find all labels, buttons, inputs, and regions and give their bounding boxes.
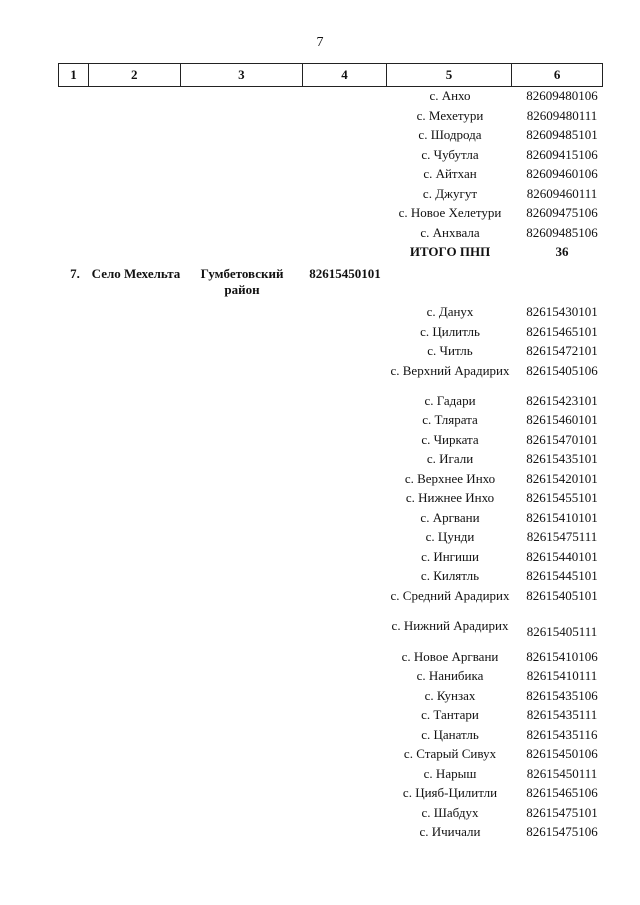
settlement-code: 82615472101 [526,343,598,358]
settlement-code: 82615475101 [526,804,598,820]
settlement-code: 82609480106 [526,88,598,103]
settlement-name: с. Верхнее Инхо [404,470,496,486]
settlement-name: с. Верхний Арадирих [390,362,510,378]
table-row [0,148,640,168]
settlement-name: с. Чубутла [421,146,479,162]
total-label: ИТОГО ПНП [409,244,491,259]
settlement-name: с. Аргвани [420,509,480,525]
settlement-name: с. Цияб-Цилитли [402,785,498,800]
settlement-code: 82609480111 [526,107,598,123]
settlement-name: с. Шабдух [421,804,479,820]
table-row [0,767,640,787]
settlement-code: 82615435106 [526,687,598,703]
settlement-code: 82615475106 [526,824,598,839]
table-row [0,206,640,226]
settlement-name: с. Данух [426,304,474,319]
settlement-name: с. Тантари [421,707,479,722]
table-row [0,226,640,246]
table-row [0,708,640,728]
table-row [0,619,640,650]
header-col-2: 2 [89,64,181,86]
settlement-name: с. Гадари [424,392,476,408]
settlement-code: 82615435116 [526,726,598,742]
settlement-name: с. Средний Арадирих [390,587,510,603]
settlement-code: 82609460106 [526,166,598,181]
total-value: 36 [555,244,569,259]
settlement-code: 82615475111 [526,529,598,544]
header-col-4: 4 [303,64,387,86]
settlement-code: 82615435111 [526,707,598,722]
settlement-name: с. Ичичали [419,824,481,839]
entry-settlement: Село Мехельта [91,266,181,281]
settlement-code: 82615450106 [526,746,598,761]
entry-number: 7. [70,266,80,281]
settlement-code: 82615423101 [526,392,598,408]
table-row [0,511,640,531]
header-col-3: 3 [181,64,304,86]
settlement-name: с. Айтхан [423,166,477,181]
settlement-code: 82609460111 [526,185,598,201]
table-row [0,452,640,472]
entry-code: 82615450101 [309,266,381,281]
settlement-code: 82615410101 [526,509,598,525]
settlement-name: с. Килятль [420,568,480,583]
table-row [0,569,640,589]
settlement-code: 82615440101 [526,548,598,564]
settlement-name: с. Чирката [421,431,479,447]
settlement-code: 82615445101 [526,568,598,583]
table-row [0,109,640,129]
settlement-name: с. Шодрода [418,127,482,142]
settlement-name: с. Читль [427,343,473,358]
settlement-list-2 [0,305,640,845]
table-row [0,650,640,670]
settlement-code: 82609475106 [526,205,598,220]
settlement-code: 82615430101 [526,304,598,319]
settlement-name: с. Старый Сивух [403,746,497,761]
table-row [0,325,640,345]
settlement-code: 82609415106 [526,146,598,162]
header-col-6: 6 [553,67,561,82]
table-row [0,747,640,767]
settlement-name: с. Нижнее Инхо [405,490,495,505]
settlement-name: с. Игали [426,451,474,466]
settlement-code: 82615410106 [526,648,598,664]
settlement-code: 82615465101 [526,323,598,339]
settlement-name: с. Анхо [429,88,471,103]
table-row [0,786,640,806]
table-row [0,413,640,433]
table-row [0,344,640,364]
settlement-name: с. Тлярата [422,412,478,427]
table-row [0,167,640,187]
total-row [0,245,640,265]
table-row [0,364,640,394]
settlement-name: с. Джугут [422,185,478,201]
settlement-code: 82615410111 [526,668,598,683]
table-row [0,491,640,511]
settlement-code: 82609485106 [526,224,598,240]
table-row [0,728,640,748]
settlement-name: с. Нижний Арадирих [391,617,509,633]
header-col-5: 5 [387,64,513,86]
settlement-name: с. Новое Аргвани [401,648,499,664]
table-row [0,89,640,109]
settlement-code: 82615470101 [526,431,598,447]
settlement-name: с. Ингиши [421,548,479,564]
table-row [0,689,640,709]
table-row [0,305,640,325]
settlement-code: 82615450111 [526,765,598,781]
settlement-code: 82615435101 [526,451,598,466]
table-row [0,825,640,845]
table-row [0,806,640,826]
settlement-list-1 [0,89,640,265]
settlement-code: 82615465106 [526,785,598,800]
settlement-code: 82615420101 [526,470,598,486]
settlement-name: с. Нанибика [416,668,484,683]
table-header [58,63,603,87]
table-row [0,128,640,148]
settlement-name: с. Новое Хелетури [398,205,502,220]
settlement-code: 82615405106 [526,362,598,378]
settlement-name: с. Нарыш [423,765,477,781]
settlement-code: 82615405101 [526,587,598,603]
entry-district: Гумбетовский район [200,266,284,297]
table-row [0,433,640,453]
table-row [0,472,640,492]
table-row [0,589,640,619]
header-col-1: 1 [59,64,89,86]
page-number: 7 [316,35,324,50]
settlement-name: с. Цанатль [421,726,479,742]
settlement-name: с. Цилитль [420,323,480,339]
table-row [0,550,640,570]
table-row [0,394,640,414]
table-row [0,530,640,550]
settlement-name: с. Анхвала [420,224,480,240]
settlement-code: 82615455101 [526,490,598,505]
settlement-code: 82609485101 [526,127,598,142]
table-row [0,187,640,207]
table-row [0,669,640,689]
settlement-name: с. Кунзах [424,687,476,703]
settlement-code: 82615405111 [526,623,598,639]
settlement-name: с. Цунди [425,529,475,544]
settlement-name: с. Мехетури [416,107,484,123]
settlement-code: 82615460101 [526,412,598,427]
